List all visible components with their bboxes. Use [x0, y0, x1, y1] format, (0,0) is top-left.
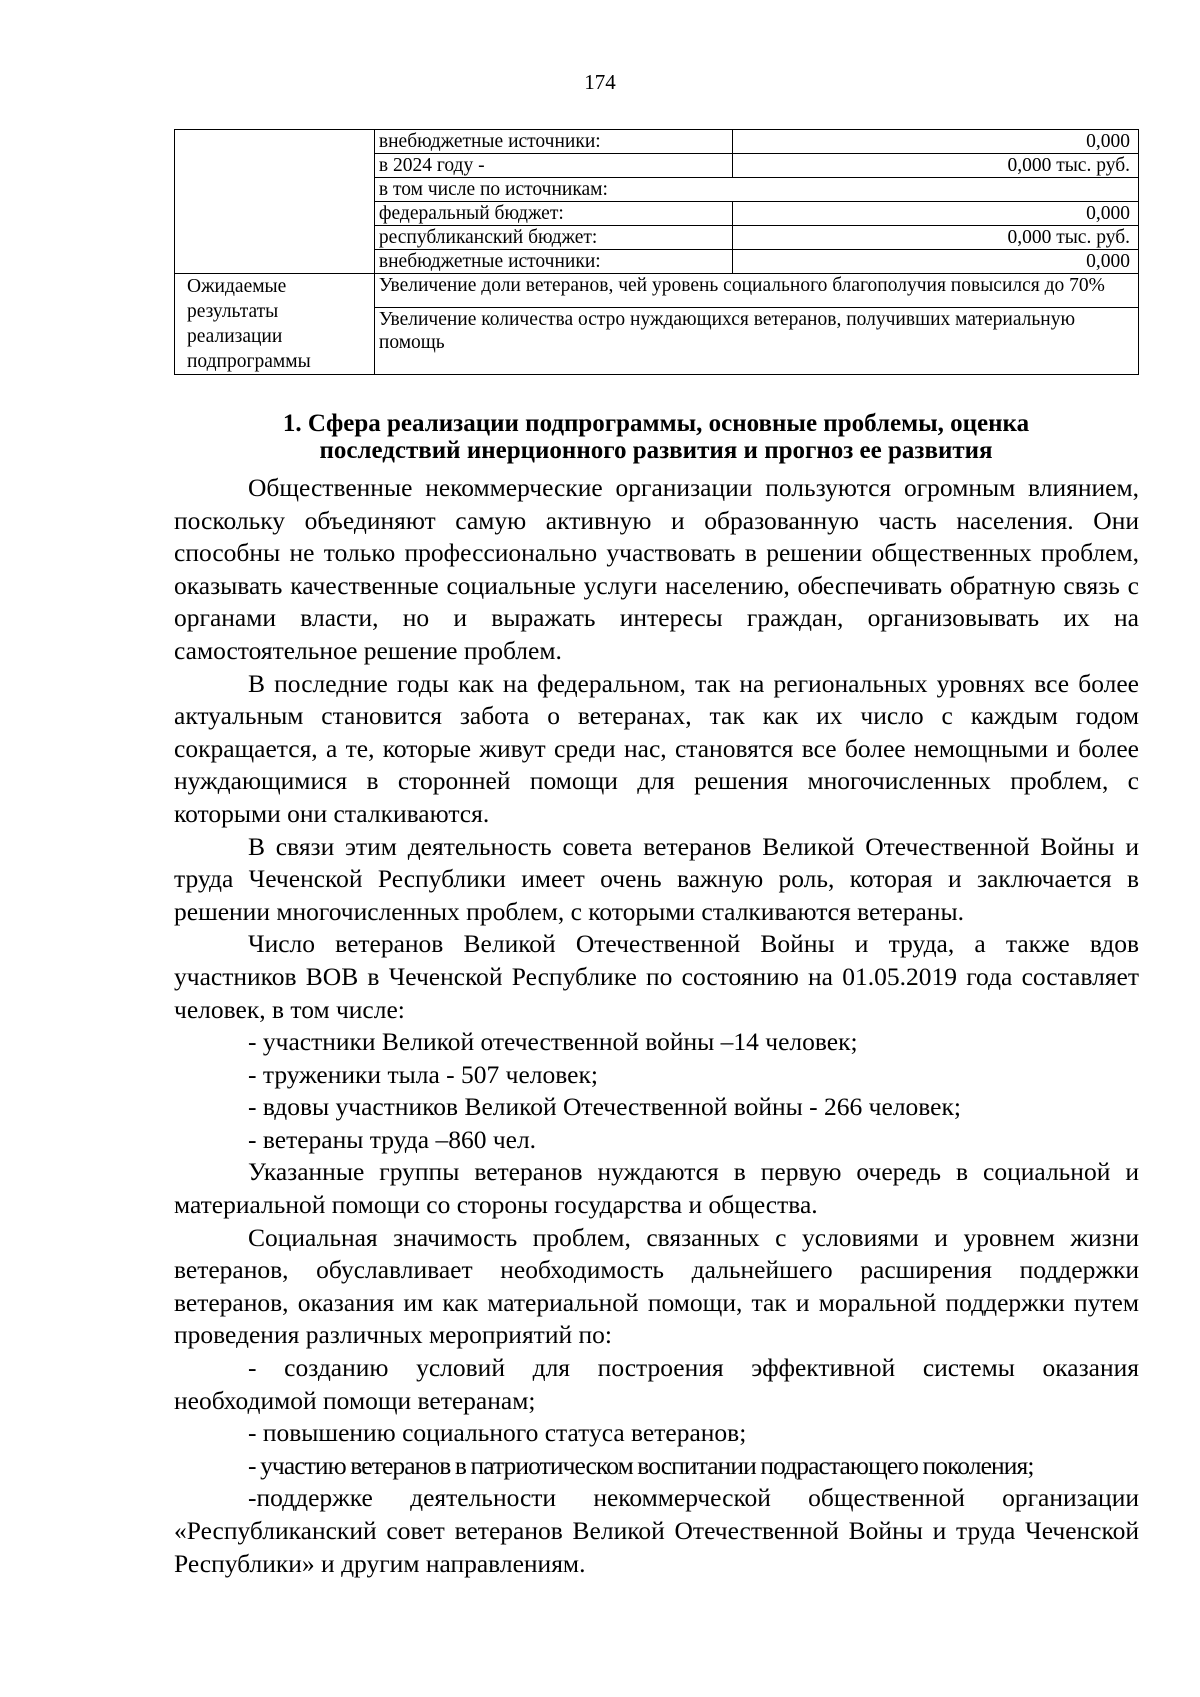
row-label: республиканский бюджет:: [374, 226, 732, 250]
heading-line: последствий инерционного развития и прогноз ее развития: [319, 437, 993, 464]
heading-line: 1. Сфера реализации подпрограммы, основные проблемы, оценка: [282, 410, 1030, 437]
table-row: [175, 130, 1139, 154]
paragraph: В последние годы как на федеральном, так на региональных уровнях все более актуальным становится забота о ветеранах, так как их число с каждым годом сокращается, а те, которые живут среди нас, становятся все более немощными и более нуждающимися в сторонней помощи для решения многочисленных проблем, с которыми они сталкиваются.: [174, 668, 1139, 828]
list-item: - созданию условий для построения эффективной системы оказания необходимой помощи ветеранам;: [174, 1353, 1139, 1415]
passport-table: [174, 129, 1139, 375]
row-label: в том числе по источникам:: [374, 178, 1138, 202]
row-value: 0,000: [732, 130, 1138, 154]
table-row: [175, 274, 1139, 308]
list-item: - ветераны труда –860 чел.: [248, 1124, 537, 1154]
paragraph: Социальная значимость проблем, связанных с условиями и уровнем жизни ветеранов, обуславливает необходимость дальнейшего расширения поддержки ветеранов, оказания им как материальной помощи, так и моральной поддержки путем проведения различных мероприятий по:: [174, 1222, 1139, 1350]
row-label: внебюджетные источники:: [374, 250, 732, 274]
page-number: 174: [584, 70, 616, 94]
empty-label-cell: [175, 130, 375, 274]
paragraph: В связи этим деятельность совета ветеранов Великой Отечественной Войны и труда Чеченской Республики имеет очень важную роль, которая и заключается в решении многочисленных проблем, с которыми сталкиваются ветераны.: [174, 831, 1139, 926]
list-item: - труженики тыла - 507 человек;: [248, 1059, 598, 1089]
list-item: -поддержке деятельности некоммерческой общественной организации «Республиканский совет ветеранов Великой Отечественной Войны и труда Чеченской Республики» и другим направлениям.: [174, 1483, 1139, 1578]
section-body: [174, 472, 1139, 1580]
row-value: 0,000: [732, 202, 1138, 226]
paragraph: Число ветеранов Великой Отечественной Войны и труда, а также вдов участников ВОВ в Чеченской Республике по состоянию на 01.05.2019 года составляет человек, в том числе:: [174, 929, 1139, 1024]
paragraph: Общественные некоммерческие организации пользуются огромным влиянием, поскольку объединяют самую активную и образованную часть населения. Они способны не только профессионально участвовать в решении общественных проблем, оказывать качественные социальные услуги населению, обеспечивать обратную связь с органами власти, но и выражать интересы граждан, организовывать их на самостоятельное решение проблем.: [174, 473, 1139, 665]
row-value: 0,000 тыс. руб.: [732, 154, 1138, 178]
result-item: Увеличение доли ветеранов, чей уровень социального благополучия повысился до 70%: [374, 274, 1138, 308]
row-value: 0,000 тыс. руб.: [732, 226, 1138, 250]
list-item: - участию ветеранов в патриотическом воспитании подрастающего поколения;: [248, 1450, 1034, 1480]
row-label: в 2024 году -: [374, 154, 732, 178]
list-item: - участники Великой отечественной войны –14 человек;: [248, 1027, 858, 1057]
list-item: - повышению социального статуса ветеранов;: [248, 1418, 747, 1448]
section-heading: [175, 410, 1137, 464]
result-item: Увеличение количества остро нуждающихся ветеранов, получивших материальную помощь: [374, 308, 1138, 375]
row-label: внебюджетные источники:: [374, 130, 732, 154]
list-item: - вдовы участников Великой Отечественной войны - 266 человек;: [248, 1092, 961, 1122]
row-value: 0,000: [732, 250, 1138, 274]
paragraph: Указанные группы ветеранов нуждаются в первую очередь в социальной и материальной помощи со стороны государства и общества.: [174, 1157, 1139, 1220]
results-label: Ожидаемые результаты реализации подпрограммы: [175, 274, 375, 375]
row-label: федеральный бюджет:: [374, 202, 732, 226]
